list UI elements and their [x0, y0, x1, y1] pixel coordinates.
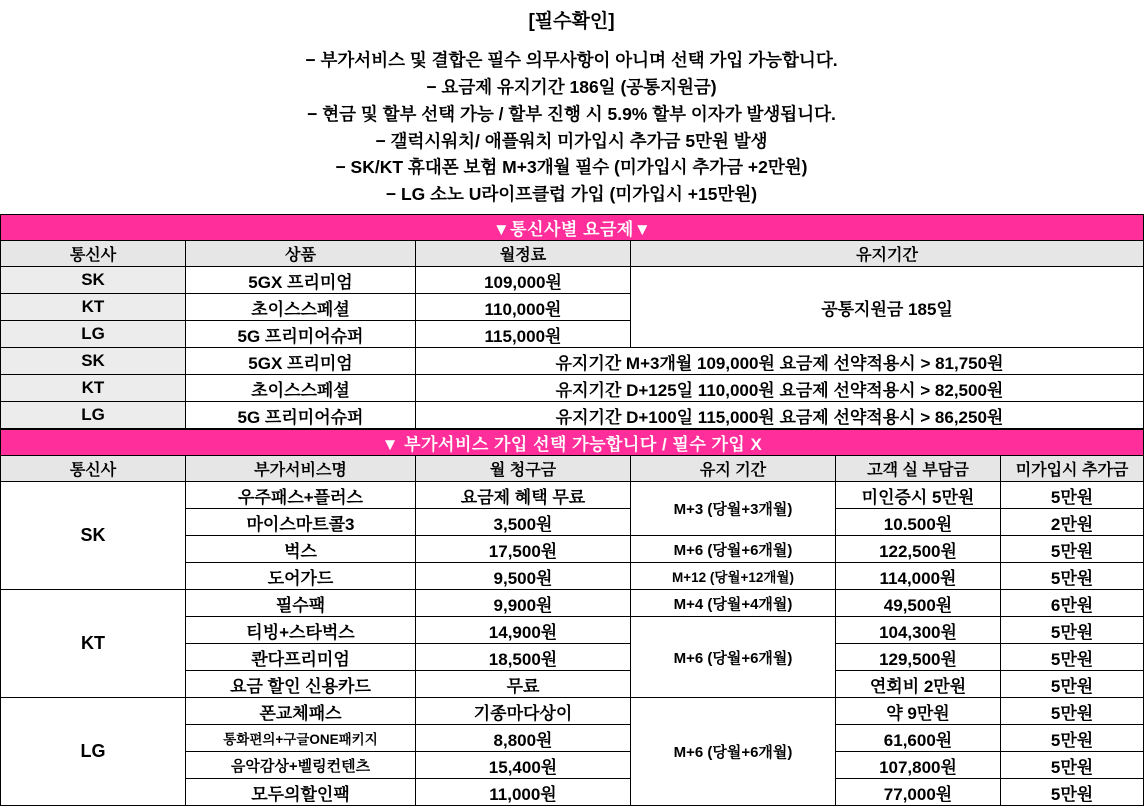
header-monthly-fee: 월 청구금 [416, 456, 631, 482]
table-row [1, 375, 1144, 402]
plan-product: 초이스스페셜 [186, 375, 416, 402]
addon-burden: 49,500원 [836, 590, 1001, 617]
plan-carrier: SK [1, 348, 186, 375]
plan-fee: 109,000원 [416, 267, 631, 294]
plan-detail: 유지기간 D+125일 110,000원 요금제 선약적용시 > 82,500원 [416, 375, 1144, 402]
addon-burden: 104,300원 [836, 617, 1001, 644]
addon-burden: 연회비 2만원 [836, 671, 1001, 698]
plan-carrier: LG [1, 321, 186, 348]
notice-line: − 현금 및 할부 선택 가능 / 할부 진행 시 5.9% 할부 이자가 발생됩니다. [307, 103, 836, 124]
table-row [1, 698, 1144, 725]
addon-carrier: SK [1, 482, 186, 590]
addon-fee: 18,500원 [416, 644, 631, 671]
addon-name: 모두의할인팩 [186, 779, 416, 806]
addon-burden: 114,000원 [836, 563, 1001, 590]
header-period: 유지 기간 [631, 456, 836, 482]
plan-detail: 유지기간 M+3개월 109,000원 요금제 선약적용시 > 81,750원 [416, 348, 1144, 375]
addon-fee: 요금제 혜택 무료 [416, 482, 631, 509]
header-extra: 미가입시 추가금 [1001, 456, 1144, 482]
addon-extra: 5만원 [1001, 698, 1144, 725]
addon-burden: 약 9만원 [836, 698, 1001, 725]
notice-line: − 부가서비스 및 결합은 필수 의무사항이 아니며 선택 가입 가능합니다. [305, 50, 838, 70]
notice-lines [0, 47, 1143, 208]
plan-table-band-row [1, 215, 1144, 241]
header-period: 유지기간 [631, 241, 1144, 267]
addon-fee: 기종마다상이 [416, 698, 631, 725]
addon-fee: 8,800원 [416, 725, 631, 752]
addon-extra: 5만원 [1001, 671, 1144, 698]
plan-product: 5G 프리미어슈퍼 [186, 402, 416, 429]
addon-extra: 2만원 [1001, 509, 1144, 536]
addon-extra: 5만원 [1001, 779, 1144, 806]
addon-extra: 5만원 [1001, 725, 1144, 752]
addon-extra: 5만원 [1001, 644, 1144, 671]
addon-fee: 3,500원 [416, 509, 631, 536]
table-row [1, 267, 1144, 294]
header-carrier: 통신사 [1, 241, 186, 267]
addon-period: M+6 (당월+6개월) [631, 698, 836, 806]
table-row [1, 590, 1144, 617]
addon-extra: 5만원 [1001, 617, 1144, 644]
header-carrier: 통신사 [1, 456, 186, 482]
addon-name: 벅스 [186, 536, 416, 563]
plan-merged-period: 공통지원금 185일 [631, 267, 1144, 348]
addon-fee: 9,900원 [416, 590, 631, 617]
plan-fee: 115,000원 [416, 321, 631, 348]
addon-burden: 107,800원 [836, 752, 1001, 779]
plan-carrier: LG [1, 402, 186, 429]
plan-fee: 110,000원 [416, 294, 631, 321]
addon-extra: 6만원 [1001, 590, 1144, 617]
header-fee: 월정료 [416, 241, 631, 267]
addon-period: M+6 (당월+6개월) [631, 617, 836, 698]
addon-fee: 17,500원 [416, 536, 631, 563]
notice-line: − LG 소노 U라이프클럽 가입 (미가입시 +15만원) [385, 184, 758, 205]
addon-burden: 10.500원 [836, 509, 1001, 536]
notice-line: − 갤럭시워치/ 애플워치 미가입시 추가금 5만원 발생 [375, 130, 768, 151]
plan-detail: 유지기간 D+100일 115,000원 요금제 선약적용시 > 86,250원 [416, 402, 1144, 429]
addon-name: 요금 할인 신용카드 [186, 671, 416, 698]
addon-burden: 61,600원 [836, 725, 1001, 752]
header-burden: 고객 실 부담금 [836, 456, 1001, 482]
plan-table [0, 214, 1144, 429]
addon-fee: 11,000원 [416, 779, 631, 806]
header-product: 상품 [186, 241, 416, 267]
addon-period: M+6 (당월+6개월) [631, 536, 836, 563]
addon-burden: 122,500원 [836, 536, 1001, 563]
addon-fee: 무료 [416, 671, 631, 698]
addon-fee: 15,400원 [416, 752, 631, 779]
addon-period: M+4 (당월+4개월) [631, 590, 836, 617]
plan-carrier: KT [1, 294, 186, 321]
addon-extra: 5만원 [1001, 536, 1144, 563]
addon-carrier: LG [1, 698, 186, 806]
plan-table-band: ▼통신사별 요금제▼ [1, 215, 1144, 241]
addon-name: 도어가드 [186, 563, 416, 590]
addon-period: M+12 (당월+12개월) [631, 563, 836, 590]
addon-name: 통화편의+구글ONE패키지 [186, 725, 416, 752]
notice-block [0, 0, 1143, 208]
addon-name: 우주패스+플러스 [186, 482, 416, 509]
addon-fee: 14,900원 [416, 617, 631, 644]
plan-product: 초이스스페셜 [186, 294, 416, 321]
plan-product: 5GX 프리미엄 [186, 267, 416, 294]
table-row [1, 402, 1144, 429]
addon-burden: 129,500원 [836, 644, 1001, 671]
header-addon-name: 부가서비스명 [186, 456, 416, 482]
addon-burden: 77,000원 [836, 779, 1001, 806]
addon-extra: 5만원 [1001, 482, 1144, 509]
addon-name: 폰교체패스 [186, 698, 416, 725]
addon-name: 필수팩 [186, 590, 416, 617]
plan-table-header-row [1, 241, 1144, 267]
addon-burden: 미인증시 5만원 [836, 482, 1001, 509]
addon-table-band: ▼ 부가서비스 가입 선택 가능합니다 / 필수 가입 X [1, 430, 1144, 456]
plan-product: 5G 프리미어슈퍼 [186, 321, 416, 348]
addon-fee: 9,500원 [416, 563, 631, 590]
addon-table [0, 429, 1144, 806]
plan-product: 5GX 프리미엄 [186, 348, 416, 375]
plan-carrier: KT [1, 375, 186, 402]
addon-table-band-row [1, 430, 1144, 456]
addon-extra: 5만원 [1001, 563, 1144, 590]
addon-extra: 5만원 [1001, 752, 1144, 779]
notice-title: [필수확인] [528, 11, 615, 32]
notice-line: − SK/KT 휴대폰 보험 M+3개월 필수 (미가입시 추가금 +2만원) [335, 157, 808, 178]
addon-name: 음악감상+벨링컨텐츠 [186, 752, 416, 779]
addon-period: M+3 (당월+3개월) [631, 482, 836, 536]
addon-name: 콴다프리미엄 [186, 644, 416, 671]
addon-table-header-row [1, 456, 1144, 482]
addon-name: 마이스마트콜3 [186, 509, 416, 536]
table-row [1, 348, 1144, 375]
plan-carrier: SK [1, 267, 186, 294]
addon-name: 티빙+스타벅스 [186, 617, 416, 644]
table-row [1, 482, 1144, 509]
notice-line: − 요금제 유지기간 186일 (공통지원금) [426, 76, 717, 97]
addon-carrier: KT [1, 590, 186, 698]
